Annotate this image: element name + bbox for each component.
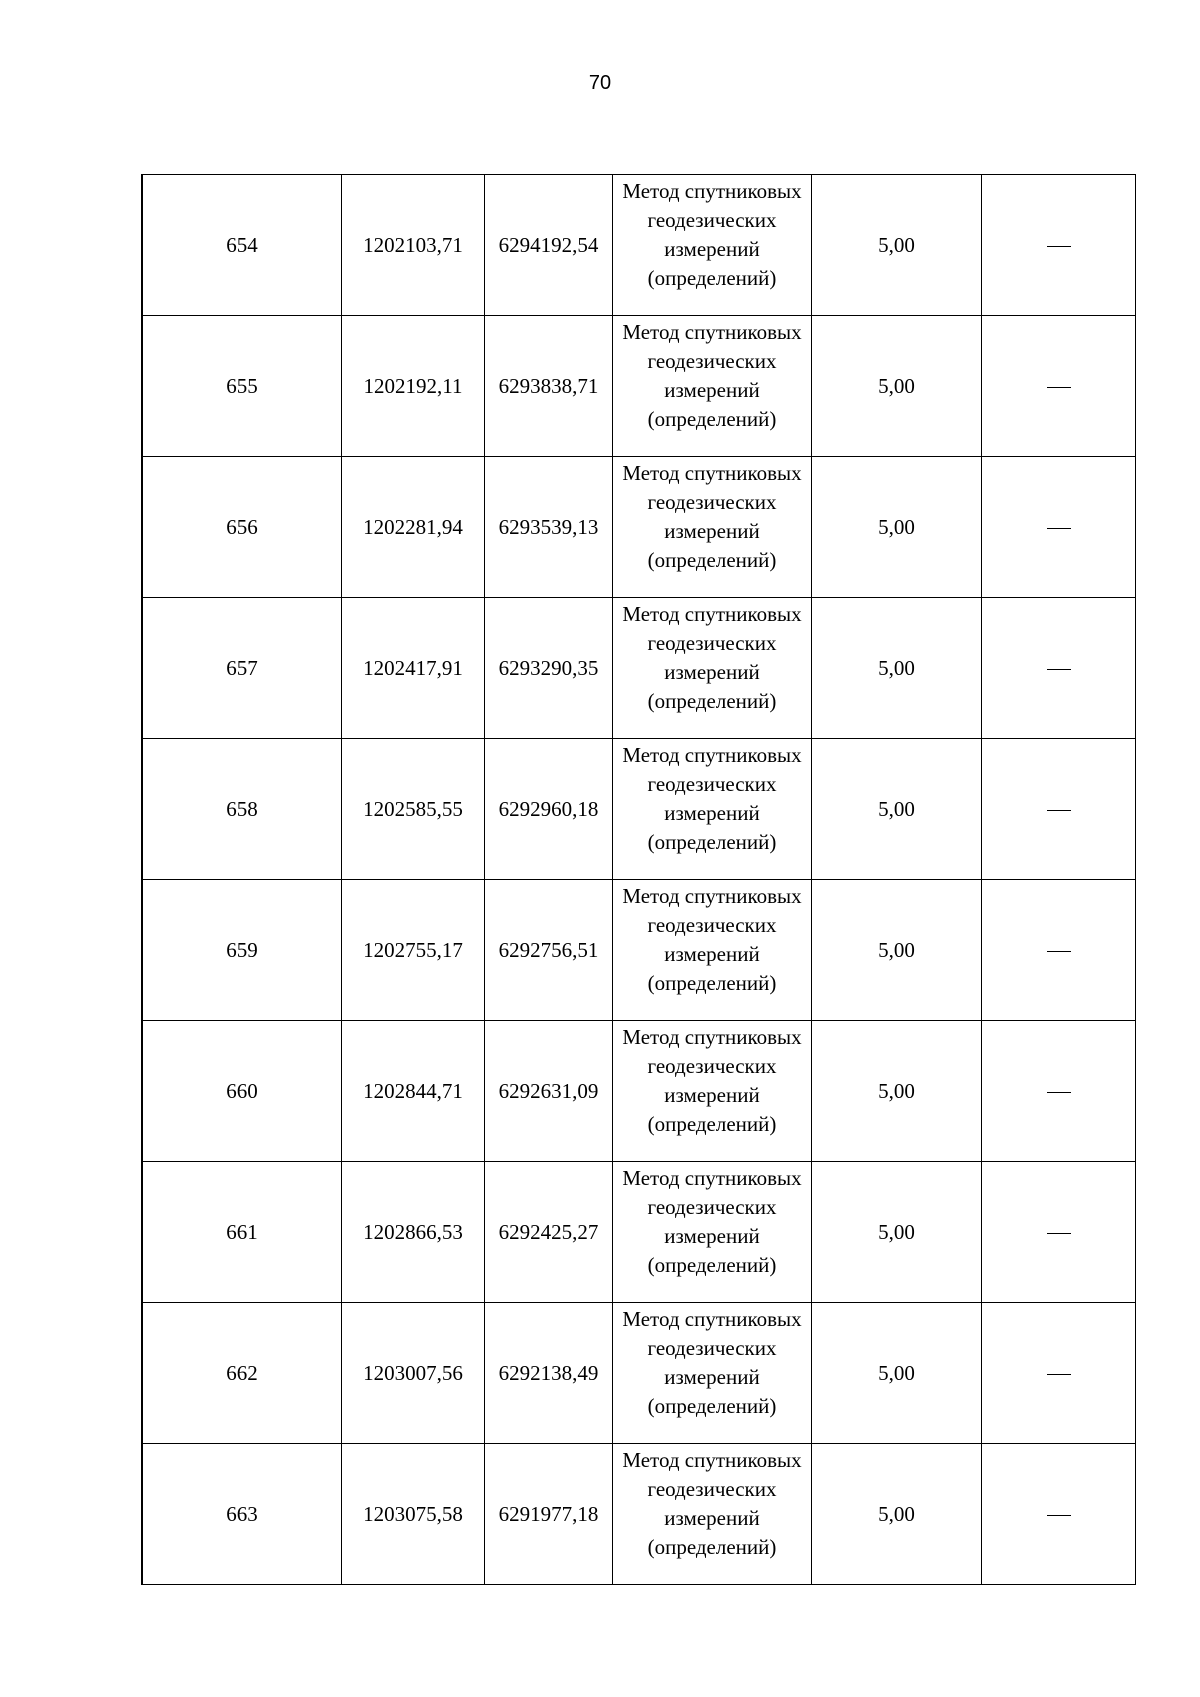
accuracy-cell: 5,00 bbox=[812, 316, 982, 457]
point-number-cell: 661 bbox=[143, 1162, 342, 1303]
point-number-cell: 659 bbox=[143, 880, 342, 1021]
x-coordinate-cell: 1203075,58 bbox=[342, 1444, 485, 1585]
point-number-cell: 660 bbox=[143, 1021, 342, 1162]
accuracy-cell: 5,00 bbox=[812, 457, 982, 598]
table-row bbox=[143, 739, 1136, 880]
table-row bbox=[143, 1444, 1136, 1585]
accuracy-cell: 5,00 bbox=[812, 1021, 982, 1162]
description-cell bbox=[982, 1162, 1136, 1303]
table-row bbox=[143, 1021, 1136, 1162]
dash-mark bbox=[1047, 387, 1071, 388]
description-cell bbox=[982, 316, 1136, 457]
dash-mark bbox=[1047, 528, 1071, 529]
accuracy-cell: 5,00 bbox=[812, 1162, 982, 1303]
coordinates-table-wrapper bbox=[141, 174, 1136, 1585]
table-row bbox=[143, 457, 1136, 598]
method-cell: Метод спутниковых геодезических измерений (определений) bbox=[613, 316, 812, 457]
x-coordinate-cell: 1202192,11 bbox=[342, 316, 485, 457]
method-cell: Метод спутниковых геодезических измерений (определений) bbox=[613, 1162, 812, 1303]
description-cell bbox=[982, 1021, 1136, 1162]
dash-mark bbox=[1047, 810, 1071, 811]
dash-mark bbox=[1047, 1233, 1071, 1234]
y-coordinate-cell: 6293290,35 bbox=[485, 598, 613, 739]
method-cell: Метод спутниковых геодезических измерений (определений) bbox=[613, 457, 812, 598]
description-cell bbox=[982, 598, 1136, 739]
point-number-cell: 656 bbox=[143, 457, 342, 598]
table-row bbox=[143, 598, 1136, 739]
coordinates-table bbox=[142, 174, 1136, 1585]
description-cell bbox=[982, 739, 1136, 880]
method-cell: Метод спутниковых геодезических измерений (определений) bbox=[613, 598, 812, 739]
dash-mark bbox=[1047, 951, 1071, 952]
point-number-cell: 663 bbox=[143, 1444, 342, 1585]
x-coordinate-cell: 1202585,55 bbox=[342, 739, 485, 880]
y-coordinate-cell: 6292756,51 bbox=[485, 880, 613, 1021]
accuracy-cell: 5,00 bbox=[812, 598, 982, 739]
table-row bbox=[143, 1162, 1136, 1303]
table-row bbox=[143, 1303, 1136, 1444]
description-cell bbox=[982, 880, 1136, 1021]
method-cell: Метод спутниковых геодезических измерений (определений) bbox=[613, 1444, 812, 1585]
point-number-cell: 657 bbox=[143, 598, 342, 739]
y-coordinate-cell: 6293838,71 bbox=[485, 316, 613, 457]
description-cell bbox=[982, 175, 1136, 316]
description-cell bbox=[982, 1303, 1136, 1444]
accuracy-cell: 5,00 bbox=[812, 739, 982, 880]
x-coordinate-cell: 1202417,91 bbox=[342, 598, 485, 739]
table-body bbox=[143, 175, 1136, 1585]
method-cell: Метод спутниковых геодезических измерений (определений) bbox=[613, 880, 812, 1021]
point-number-cell: 655 bbox=[143, 316, 342, 457]
dash-mark bbox=[1047, 1374, 1071, 1375]
y-coordinate-cell: 6292960,18 bbox=[485, 739, 613, 880]
method-cell: Метод спутниковых геодезических измерений (определений) bbox=[613, 1303, 812, 1444]
y-coordinate-cell: 6292631,09 bbox=[485, 1021, 613, 1162]
x-coordinate-cell: 1202844,71 bbox=[342, 1021, 485, 1162]
point-number-cell: 662 bbox=[143, 1303, 342, 1444]
dash-mark bbox=[1047, 1092, 1071, 1093]
dash-mark bbox=[1047, 669, 1071, 670]
y-coordinate-cell: 6293539,13 bbox=[485, 457, 613, 598]
point-number-cell: 654 bbox=[143, 175, 342, 316]
x-coordinate-cell: 1202755,17 bbox=[342, 880, 485, 1021]
accuracy-cell: 5,00 bbox=[812, 175, 982, 316]
accuracy-cell: 5,00 bbox=[812, 880, 982, 1021]
y-coordinate-cell: 6292138,49 bbox=[485, 1303, 613, 1444]
y-coordinate-cell: 6291977,18 bbox=[485, 1444, 613, 1585]
point-number-cell: 658 bbox=[143, 739, 342, 880]
table-row bbox=[143, 316, 1136, 457]
table-row bbox=[143, 175, 1136, 316]
table-row bbox=[143, 880, 1136, 1021]
x-coordinate-cell: 1202281,94 bbox=[342, 457, 485, 598]
description-cell bbox=[982, 1444, 1136, 1585]
accuracy-cell: 5,00 bbox=[812, 1303, 982, 1444]
x-coordinate-cell: 1202103,71 bbox=[342, 175, 485, 316]
y-coordinate-cell: 6294192,54 bbox=[485, 175, 613, 316]
page-number: 70 bbox=[588, 72, 612, 94]
description-cell bbox=[982, 457, 1136, 598]
dash-mark bbox=[1047, 1515, 1071, 1516]
method-cell: Метод спутниковых геодезических измерений (определений) bbox=[613, 175, 812, 316]
method-cell: Метод спутниковых геодезических измерений (определений) bbox=[613, 739, 812, 880]
accuracy-cell: 5,00 bbox=[812, 1444, 982, 1585]
x-coordinate-cell: 1203007,56 bbox=[342, 1303, 485, 1444]
x-coordinate-cell: 1202866,53 bbox=[342, 1162, 485, 1303]
dash-mark bbox=[1047, 246, 1071, 247]
method-cell: Метод спутниковых геодезических измерений (определений) bbox=[613, 1021, 812, 1162]
y-coordinate-cell: 6292425,27 bbox=[485, 1162, 613, 1303]
